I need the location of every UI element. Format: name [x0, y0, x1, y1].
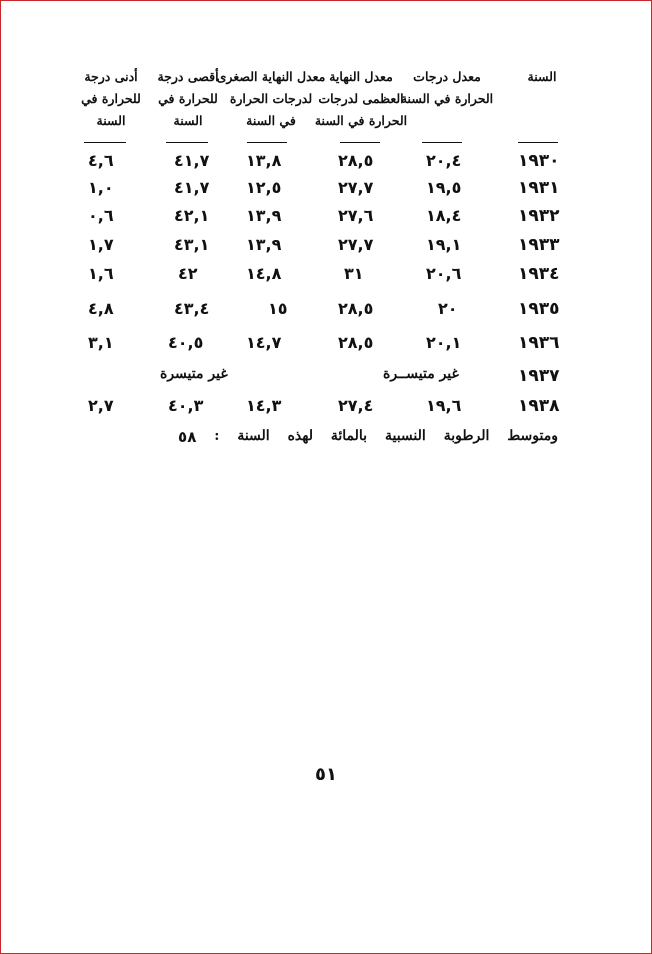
- cell-lowest: ١,٦: [88, 264, 114, 283]
- header-lowest-line-2: للحرارة في: [81, 91, 141, 106]
- cell-year: ١٩٣٦: [518, 333, 560, 353]
- cell-mean-min: ١٣,٨: [246, 151, 282, 170]
- cell-mean-temp: ١٩,١: [426, 235, 462, 254]
- rule-lowest: [84, 142, 126, 143]
- cell-mean-min: ١٤,٨: [246, 264, 282, 283]
- cell-highest: ٤٠,٣: [168, 396, 204, 415]
- page-number: ٥١: [315, 764, 337, 785]
- header-year: [512, 66, 572, 88]
- rule-mean-temp: [422, 142, 462, 143]
- footer-word: ومتوسط: [507, 428, 558, 444]
- rule-mean-min: [247, 142, 287, 143]
- cell-year: ١٩٣٧: [518, 366, 560, 386]
- header-lowest: [76, 66, 146, 132]
- header-highest: [150, 66, 226, 132]
- cell-year: ١٩٣٠: [518, 151, 560, 171]
- cell-lowest: ٤,٦: [88, 151, 114, 170]
- header-highest-line-2: للحرارة في: [158, 91, 218, 106]
- cell-mean-min: ١٤,٣: [246, 396, 282, 415]
- header-mean-min-line-1: معدل النهاية الصغرى: [216, 69, 326, 84]
- cell-year: ١٩٣٥: [518, 299, 560, 319]
- cell-mean-temp: ٢٠,١: [426, 333, 462, 352]
- humidity-value: ٥٨: [178, 428, 197, 446]
- cell-mean-max: ٢٨,٥: [338, 333, 374, 352]
- footer-word: الرطوبة: [443, 428, 490, 444]
- note-not-available-means: غير متيســرة: [383, 366, 459, 382]
- header-highest-line-1: أقصى درجة: [157, 69, 219, 84]
- cell-mean-max: ٢٨,٥: [338, 299, 374, 318]
- header-mean-max-line-3: الحرارة في السنة: [314, 113, 408, 128]
- cell-mean-max: ٢٧,٦: [338, 206, 374, 225]
- cell-highest: ٤٠,٥: [168, 333, 204, 352]
- header-lowest-line-3: السنة: [96, 113, 126, 128]
- cell-highest: ٤٣,١: [174, 235, 210, 254]
- cell-mean-min: ١٢,٥: [246, 178, 282, 197]
- header-mean-min: [216, 66, 326, 132]
- header-lowest-line-1: أدنى درجة: [84, 69, 138, 84]
- cell-highest: ٤٢,١: [174, 206, 210, 225]
- header-highest-line-3: السنة: [173, 113, 203, 128]
- cell-highest: ٤٢: [178, 264, 198, 283]
- cell-mean-max: ٢٧,٧: [338, 235, 374, 254]
- cell-year: ١٩٣٣: [518, 235, 560, 255]
- cell-mean-max: ٣١: [344, 264, 364, 283]
- cell-mean-temp: ١٩,٥: [426, 178, 462, 197]
- cell-mean-temp: ٢٠,٤: [426, 151, 462, 170]
- cell-mean-max: ٢٧,٤: [338, 396, 374, 415]
- cell-lowest: ٢,٧: [88, 396, 114, 415]
- cell-mean-min: ١٣,٩: [246, 206, 282, 225]
- cell-mean-temp: ٢٠: [438, 299, 458, 318]
- footer-colon: :: [214, 428, 220, 444]
- header-mean-max-line-1: معدل النهاية: [329, 69, 393, 84]
- header-mean-temp-line-1: معدل درجات: [413, 69, 481, 84]
- cell-highest: ٤١,٧: [174, 151, 210, 170]
- cell-mean-max: ٢٨,٥: [338, 151, 374, 170]
- header-mean-temp-line-2: الحرارة في السنة: [400, 91, 494, 106]
- header-mean-max: [314, 66, 408, 132]
- header-mean-min-line-2: لدرجات الحرارة: [229, 91, 313, 106]
- header-mean-temp: [400, 66, 494, 110]
- cell-mean-min: ١٤,٧: [246, 333, 282, 352]
- header-year-line-1: السنة: [527, 69, 557, 84]
- footer-word: السنة: [237, 428, 270, 444]
- header-mean-max-line-2: العظمى لدرجات: [318, 91, 404, 106]
- cell-highest: ٤١,٧: [174, 178, 210, 197]
- cell-lowest: ١,٠: [88, 178, 114, 197]
- cell-mean-min: ١٣,٩: [246, 235, 282, 254]
- cell-mean-max: ٢٧,٧: [338, 178, 374, 197]
- footer-word: بالمائة: [330, 428, 368, 444]
- cell-lowest: ١,٧: [88, 235, 114, 254]
- cell-year: ١٩٣٢: [518, 206, 560, 226]
- cell-mean-temp: ٢٠,٦: [426, 264, 462, 283]
- cell-mean-temp: ١٨,٤: [426, 206, 462, 225]
- rule-highest: [166, 142, 208, 143]
- note-not-available-extremes: غير متيسرة: [160, 366, 228, 382]
- header-mean-min-line-3: في السنة: [246, 113, 296, 128]
- humidity-footer: [178, 428, 558, 446]
- cell-year: ١٩٣٨: [518, 396, 560, 416]
- rule-mean-max: [340, 142, 380, 143]
- cell-year: ١٩٣٤: [518, 264, 560, 284]
- cell-lowest: ٤,٨: [88, 299, 114, 318]
- cell-lowest: ٠,٦: [88, 206, 114, 225]
- cell-year: ١٩٣١: [518, 178, 560, 198]
- rule-year: [518, 142, 558, 143]
- footer-word: النسبية: [384, 428, 426, 444]
- footer-word: لهذه: [287, 428, 313, 444]
- cell-mean-min: ١٥: [268, 299, 288, 318]
- cell-mean-temp: ١٩,٦: [426, 396, 462, 415]
- cell-highest: ٤٣,٤: [174, 299, 210, 318]
- cell-lowest: ٣,١: [88, 333, 114, 352]
